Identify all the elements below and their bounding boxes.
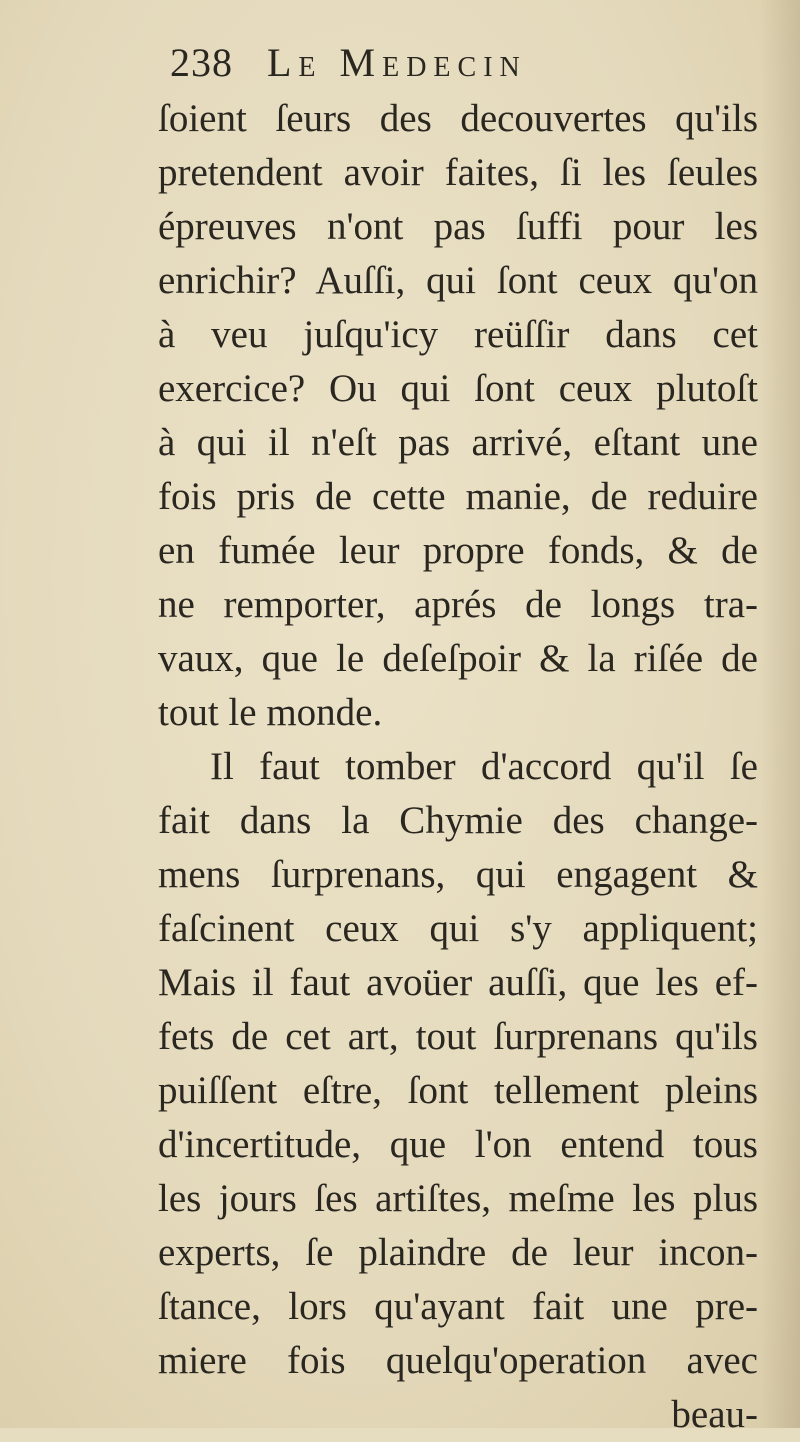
text-line: en fumée leur propre fonds, & de	[158, 529, 758, 572]
text-line: Mais il faut avoüer auſſi, que les ef-	[158, 961, 758, 1004]
page-number: 238	[170, 40, 233, 85]
text-line: d'incertitude, que l'on entend tous	[158, 1123, 758, 1166]
running-title: Le Medecin	[267, 40, 527, 85]
text-line: à qui il n'eſt pas arrivé, eſtant une	[158, 421, 758, 464]
text-line: ſoient ſeurs des decouvertes qu'ils	[158, 97, 758, 140]
text-line: enrichir? Auſſi, qui ſont ceux qu'on	[158, 259, 758, 302]
text-line: ſtance, lors qu'ayant fait une pre-	[158, 1285, 758, 1328]
body-text	[158, 92, 758, 1442]
text-line: épreuves n'ont pas ſuffi pour les	[158, 205, 758, 248]
paragraph-end-line: tout le monde.	[158, 691, 383, 734]
text-line: puiſſent eſtre, ſont tellement pleins	[158, 1069, 758, 1112]
text-line: fets de cet art, tout ſurprenans qu'ils	[158, 1015, 758, 1058]
text-line: pretendent avoir faites, ſi les ſeules	[158, 151, 758, 194]
text-line: ne remporter, aprés de longs tra-	[158, 583, 758, 626]
text-line: fait dans la Chymie des change-	[158, 799, 758, 842]
paragraph-start-line: Il faut tomber d'accord qu'il ſe	[210, 745, 758, 788]
catchword: beau-	[671, 1393, 758, 1436]
page-header	[170, 38, 527, 88]
text-line: experts, ſe plaindre de leur incon-	[158, 1231, 758, 1274]
text-line: mens ſurprenans, qui engagent &	[158, 853, 758, 896]
binding-shadow	[760, 0, 800, 1428]
text-line: fois pris de cette manie, de reduire	[158, 475, 758, 518]
text-line: les jours ſes artiſtes, meſme les plus	[158, 1177, 758, 1220]
text-line: à veu juſqu'icy reüſſir dans cet	[158, 313, 758, 356]
text-line: faſcinent ceux qui s'y appliquent;	[158, 907, 758, 950]
text-line: miere fois quelqu'operation avec	[158, 1339, 758, 1382]
text-line: exercice? Ou qui ſont ceux plutoſt	[158, 367, 758, 410]
text-line: vaux, que le deſeſpoir & la riſée de	[158, 637, 758, 680]
